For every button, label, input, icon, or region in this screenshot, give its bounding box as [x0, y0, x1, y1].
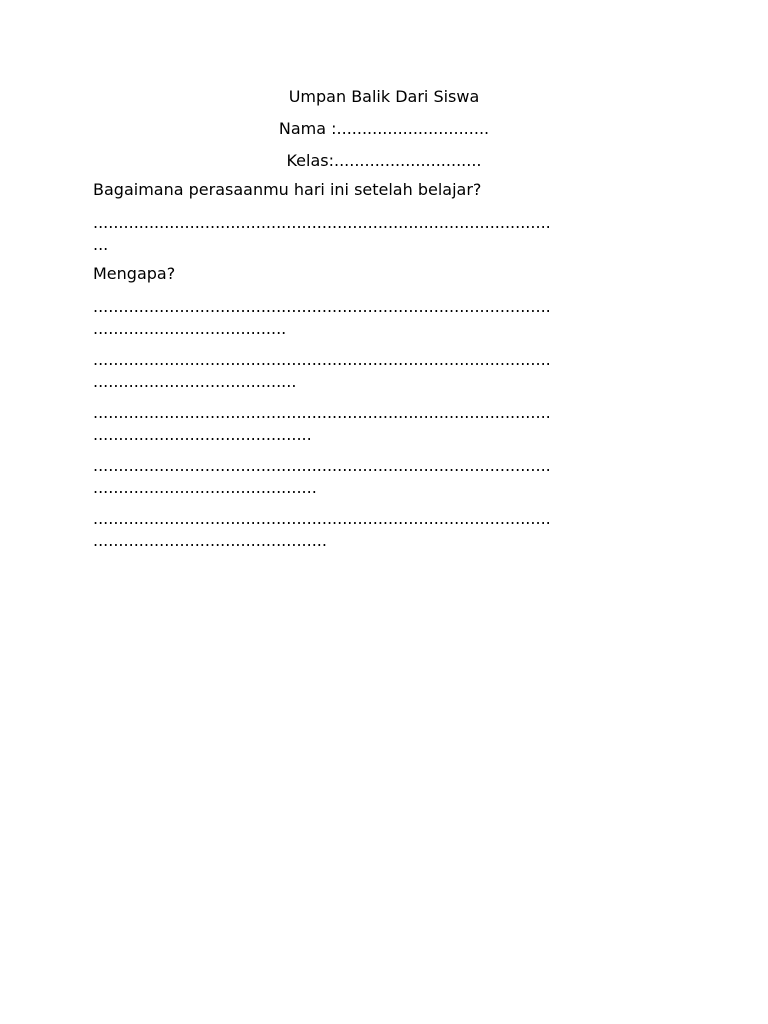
reason-dotted-line: ........................................... — [93, 425, 312, 444]
answer-dotted-line: .......................................................................................... — [93, 213, 551, 232]
reason-lines-3 — [93, 402, 673, 446]
reason-lines-4 — [93, 455, 673, 499]
feeling-question: Bagaimana perasaanmu hari ini setelah belajar? — [93, 180, 482, 199]
reason-lines-2 — [93, 349, 673, 393]
answer-dotted-line: ... — [93, 235, 109, 254]
reason-dotted-line: .......................................................................................... — [93, 403, 551, 422]
reason-dotted-line: .............................................. — [93, 531, 327, 550]
reason-dotted-line: .......................................................................................... — [93, 509, 551, 528]
name-field-line: Nama :.............................. — [278, 119, 490, 138]
feeling-answer-lines — [93, 212, 673, 256]
document-title: Umpan Balik Dari Siswa — [288, 87, 480, 106]
class-field-line: Kelas:............................. — [286, 151, 482, 170]
reason-lines-1 — [93, 296, 673, 340]
reason-lines-5 — [93, 508, 673, 552]
reason-dotted-line: ........................................ — [93, 372, 297, 391]
reason-dotted-line: .......................................................................................... — [93, 456, 551, 475]
reason-dotted-line: .......................................................................................... — [93, 297, 551, 316]
reason-dotted-line: ...................................... — [93, 319, 287, 338]
why-question: Mengapa? — [93, 264, 176, 283]
reason-dotted-line: .......................................................................................... — [93, 350, 551, 369]
reason-dotted-line: ............................................ — [93, 478, 317, 497]
